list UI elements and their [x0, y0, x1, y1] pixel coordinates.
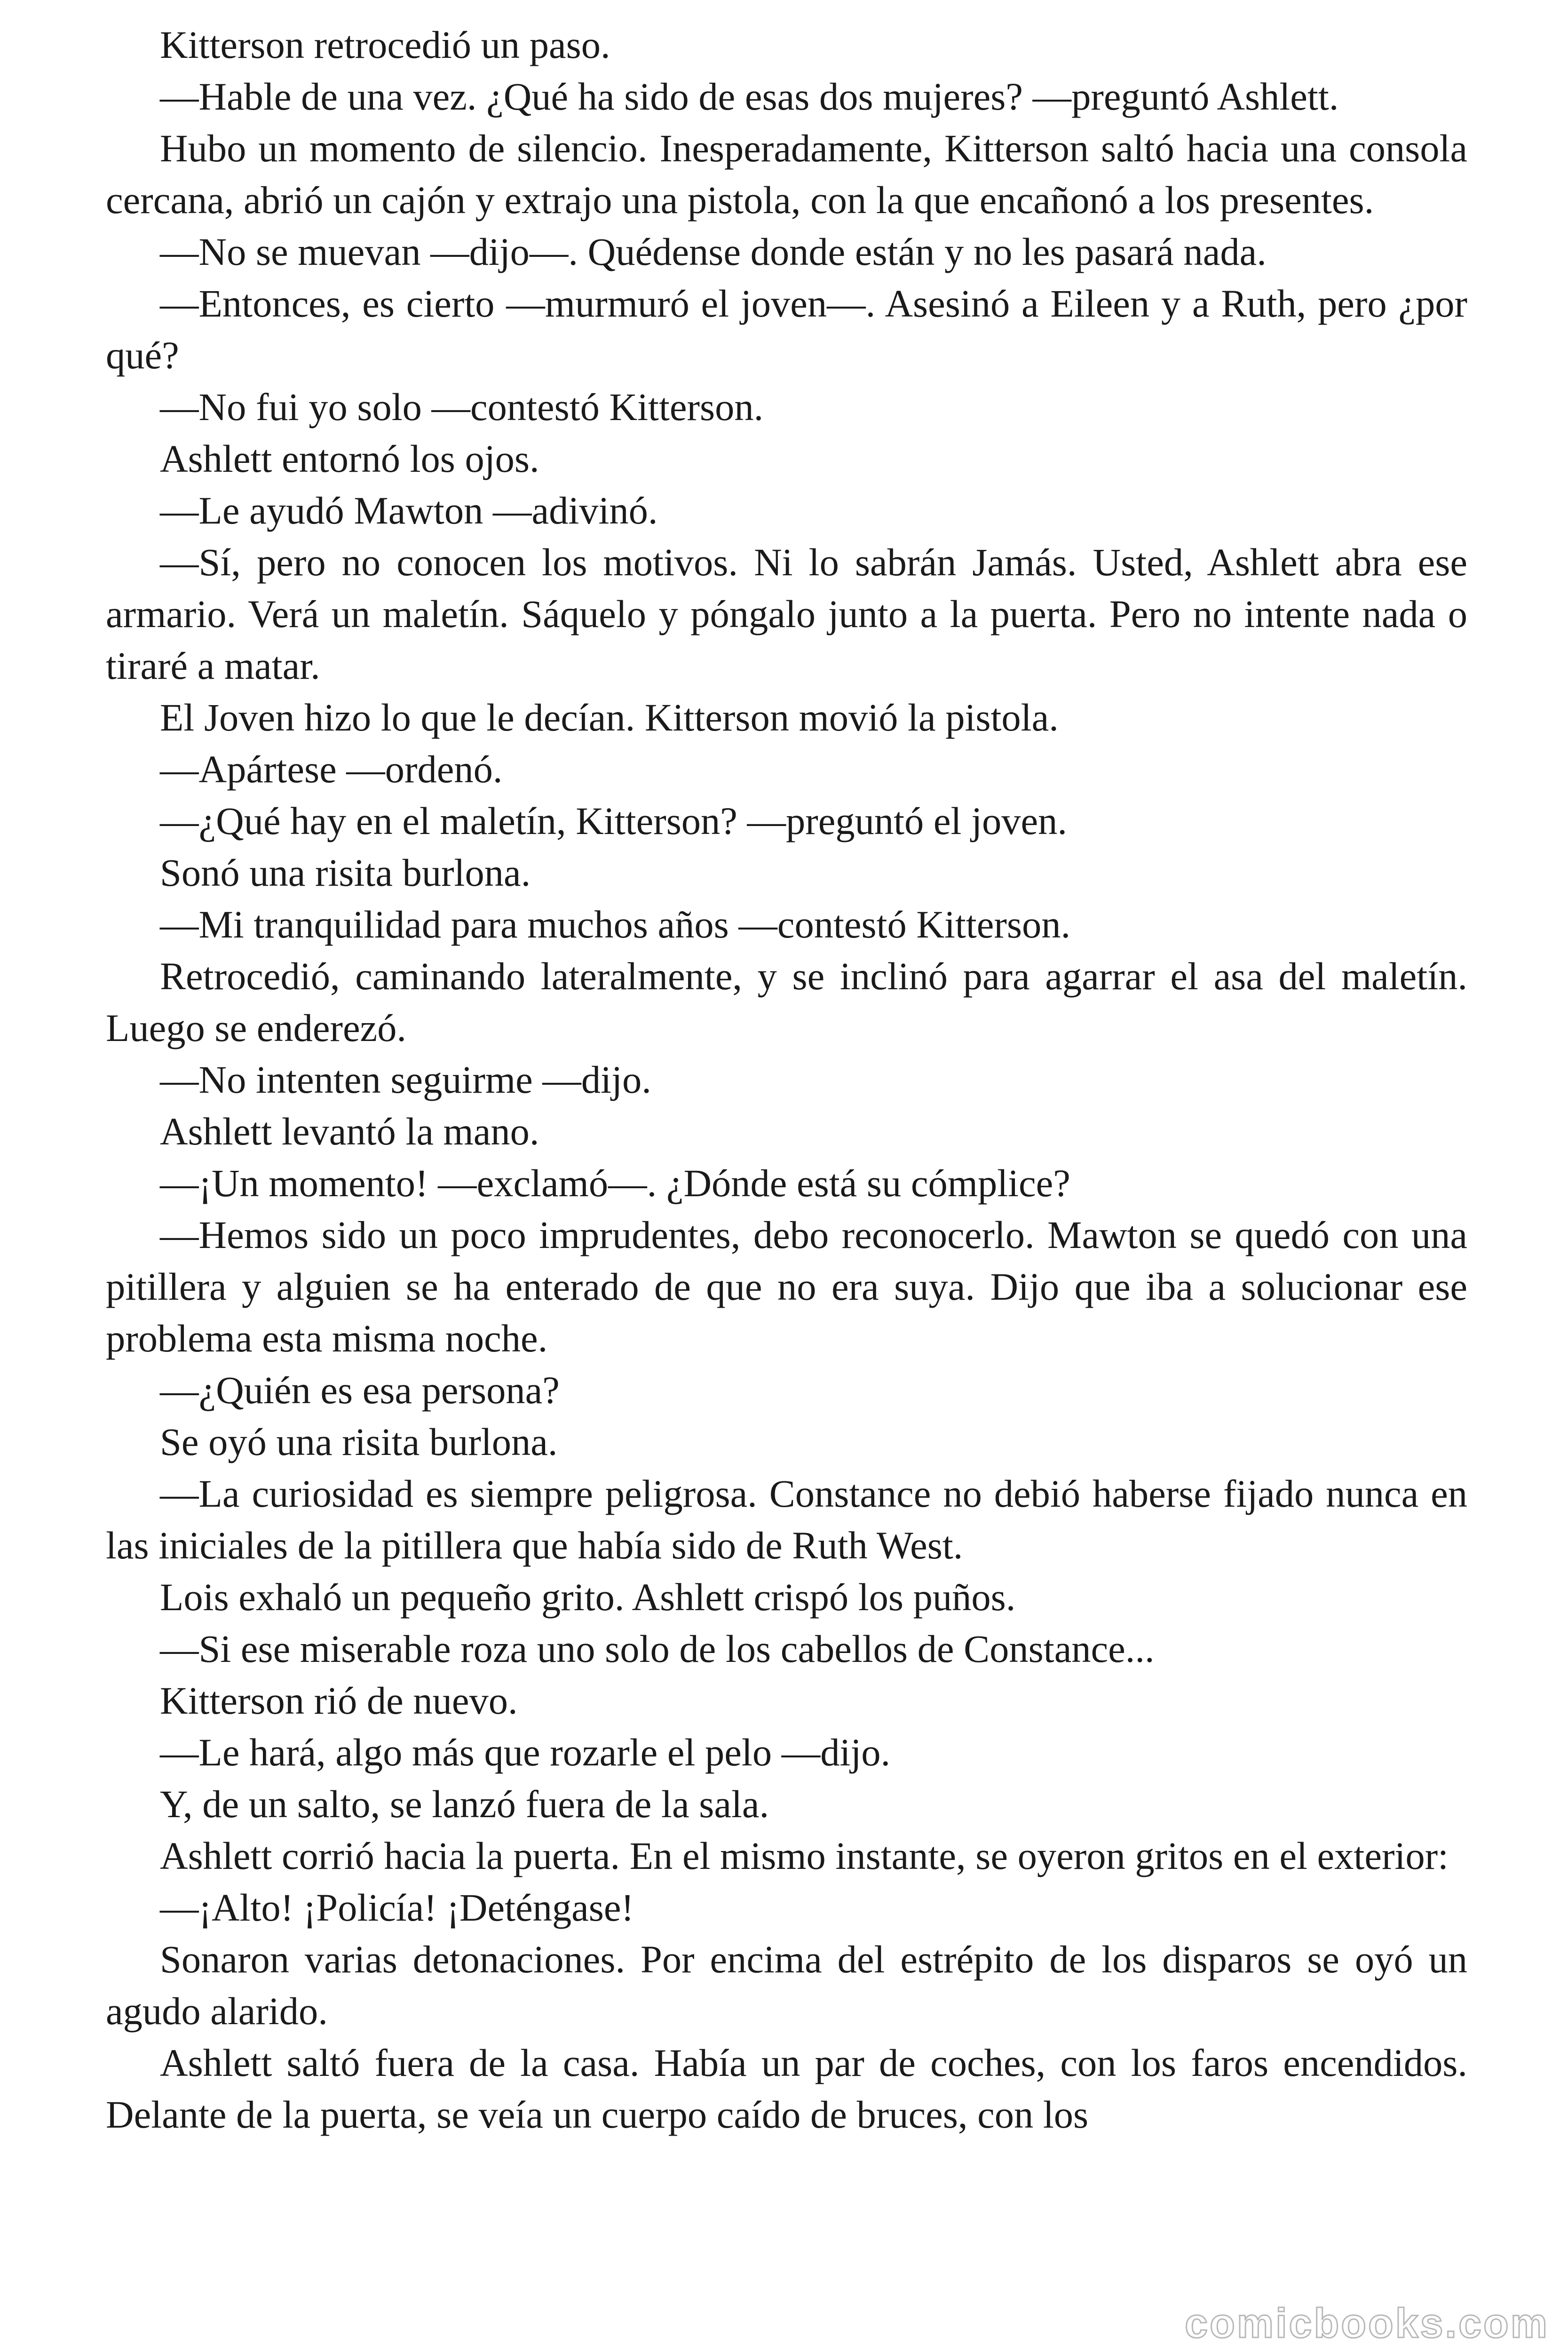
paragraph: —Entonces, es cierto —murmuró el joven—. Asesinó a Eileen y a Ruth, pero ¿por qué? — [106, 282, 1467, 377]
paragraph: Kitterson rió de nuevo. — [160, 1679, 518, 1722]
paragraph: Sonaron varias detonaciones. Por encima del estrépito de los disparos se oyó un agudo alarido. — [106, 1938, 1467, 2033]
paragraph: El Joven hizo lo que le decían. Kitterson movió la pistola. — [160, 696, 1059, 739]
paragraph: Hubo un momento de silencio. Inesperadamente, Kitterson saltó hacia una consola cercana, abrió un cajón y extrajo una pistola, con la que encañonó a los presentes. — [106, 127, 1467, 222]
paragraph: —Le hará, algo más que rozarle el pelo —dijo. — [160, 1731, 891, 1774]
paragraph: —Si ese miserable roza uno solo de los cabellos de Constance... — [160, 1627, 1155, 1670]
page-text — [106, 19, 1467, 2140]
paragraph: Sonó una risita burlona. — [160, 851, 531, 894]
paragraph: —¡Un momento! —exclamó—. ¿Dónde está su cómplice? — [160, 1161, 1070, 1205]
paragraph: Y, de un salto, se lanzó fuera de la sala. — [160, 1782, 769, 1826]
paragraph: —Apártese —ordenó. — [160, 747, 503, 791]
paragraph: —Mi tranquilidad para muchos años —contestó Kitterson. — [160, 903, 1071, 946]
paragraph: —Hemos sido un poco imprudentes, debo reconocerlo. Mawton se quedó con una pitillera y alguien se ha enterado de que no era suya. Dijo que iba a solucionar ese problema esta misma noche. — [106, 1213, 1467, 1360]
paragraph: —No intenten seguirme —dijo. — [160, 1058, 651, 1101]
watermark: comicbooks.com — [1185, 2300, 1549, 2346]
paragraph: Ashlett levantó la mano. — [160, 1110, 539, 1153]
paragraph: —La curiosidad es siempre peligrosa. Constance no debió haberse fijado nunca en las iniciales de la pitillera que había sido de Ruth West. — [106, 1472, 1467, 1567]
paragraph: Ashlett corrió hacia la puerta. En el mismo instante, se oyeron gritos en el exterior: — [160, 1834, 1449, 1877]
paragraph: Lois exhaló un pequeño grito. Ashlett crispó los puños. — [160, 1575, 1016, 1619]
paragraph: —¡Alto! ¡Policía! ¡Deténgase! — [160, 1886, 634, 1929]
paragraph: —No se muevan —dijo—. Quédense donde están y no les pasará nada. — [160, 230, 1267, 273]
paragraph: —Le ayudó Mawton —adivinó. — [160, 489, 658, 532]
paragraph: Se oyó una risita burlona. — [160, 1420, 558, 1463]
paragraph: —Sí, pero no conocen los motivos. Ni lo sabrán Jamás. Usted, Ashlett abra ese armario. Verá un maletín. Sáquelo y póngalo junto a la puerta. Pero no intente nada o tiraré a matar. — [106, 540, 1467, 687]
paragraph: —No fui yo solo —contestó Kitterson. — [160, 385, 764, 429]
paragraph: Ashlett saltó fuera de la casa. Había un par de coches, con los faros encendidos. Delante de la puerta, se veía un cuerpo caído de bruces, con los — [106, 2041, 1467, 2136]
paragraph: Retrocedió, caminando lateralmente, y se inclinó para agarrar el asa del maletín. Luego se enderezó. — [106, 954, 1467, 1049]
paragraph: —¿Quién es esa persona? — [160, 1368, 560, 1412]
paragraph: Kitterson retrocedió un paso. — [160, 23, 610, 66]
paragraph: Ashlett entornó los ojos. — [160, 437, 539, 480]
paragraph: —Hable de una vez. ¿Qué ha sido de esas dos mujeres? —preguntó Ashlett. — [160, 75, 1339, 118]
paragraph: —¿Qué hay en el maletín, Kitterson? —preguntó el joven. — [160, 799, 1068, 842]
